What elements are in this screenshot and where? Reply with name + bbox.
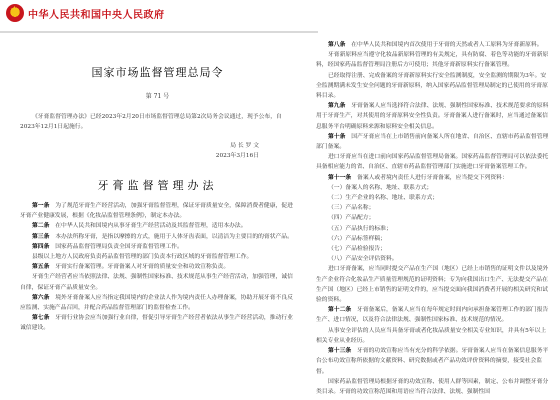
article-text: 已经取得注册、完成备案的牙膏新原料实行安全监测制度，安全监测的期限为3年。安全监测期满未发生安全问题的牙膏新原料，纳入国家药品监督管理局制定的已使用的牙膏原料目录。 bbox=[316, 72, 548, 100]
article-paragraph bbox=[20, 272, 295, 292]
header-divider bbox=[0, 31, 318, 33]
article-text: 国家药品监督管理局根据牙膏的功效宣称、使用人群等因素，制定、公布并调整牙膏分类目录。牙膏的功效宣称范围和用语应当符合法律、法规、强制性国 bbox=[316, 378, 549, 395]
site-header bbox=[0, 0, 560, 36]
article-paragraph bbox=[316, 264, 550, 305]
article-number: 第十条 bbox=[328, 133, 346, 140]
right-column bbox=[316, 40, 550, 397]
article-paragraph bbox=[20, 232, 295, 242]
article-paragraph bbox=[20, 201, 295, 221]
article-number: 第二条 bbox=[32, 223, 50, 230]
issue-date: 2023年3月16日 bbox=[215, 152, 259, 159]
article-paragraph bbox=[316, 377, 550, 397]
article-paragraph bbox=[316, 305, 550, 325]
article-paragraph bbox=[20, 293, 295, 313]
article-text: 为了规范牙膏生产经营活动，加强牙膏监督管理，保证牙膏质量安全，保障消费者健康，促进牙膏产业健康发展，根据《化妆品监督管理条例》，制定本办法。 bbox=[20, 203, 293, 220]
article-paragraph bbox=[316, 101, 550, 132]
article-text: 牙膏备案人应当选择符合法律、法规、强制性国家标准、技术规范要求的原料用于牙膏生产，对其使用的牙膏原料安全性负责。牙膏备案人进行备案时，应当通过备案信息服务平台明确原料来源和原料安全相关信息。 bbox=[316, 103, 549, 130]
article-text: 牙膏实行备案管理。牙膏备案人对牙膏的质量安全和功效宣称负责。 bbox=[55, 264, 230, 271]
article-text: 县级以上地方人民政府负责药品监督管理的部门负责本行政区域的牙膏监督管理工作。 bbox=[32, 254, 253, 261]
department-title: 国家市场监督管理总局令 bbox=[91, 66, 224, 79]
right-articles-continued bbox=[316, 264, 550, 397]
article-number: 第一条 bbox=[32, 203, 50, 210]
article-paragraph bbox=[316, 132, 550, 152]
article-paragraph bbox=[316, 152, 550, 172]
left-articles bbox=[20, 201, 295, 334]
article-paragraph bbox=[316, 173, 550, 183]
article-number: 第十二条 bbox=[328, 307, 352, 314]
article-text: 国家药品监督管理局负责全国牙膏监督管理工作。 bbox=[55, 243, 183, 250]
article-text: 从事安全评估的人员应当具备牙膏或者化妆品质量安全相关专业知识，并具有5年以上相关专业从业经历。 bbox=[316, 327, 547, 344]
article-text: 备案人或者境内责任人进行牙膏备案，应当提交下列资料： bbox=[357, 174, 508, 181]
list-item: （二）生产企业的名称、地址、联系方式； bbox=[328, 195, 439, 202]
article-text: 牙膏备案后，备案人应当在每年规定时间内向承担备案管理工作的部门报告生产、进口情况，以及符合法律法规、强制性国家标准、技术规范的情况。 bbox=[316, 307, 549, 324]
order-number: 第 71 号 bbox=[145, 93, 170, 100]
article-number: 第五条 bbox=[32, 264, 50, 271]
article-paragraph bbox=[20, 313, 295, 333]
article-number: 第十一条 bbox=[328, 174, 352, 181]
article-paragraph bbox=[20, 252, 295, 262]
article-text: 在中华人民共和国境内从事牙膏生产经营活动及其监督管理，适用本办法。 bbox=[55, 223, 247, 230]
regulation-title: 牙膏监督管理办法 bbox=[97, 179, 218, 193]
article-text: 在中华人民共和国境内首次使用于牙膏的天然或者人工原料为牙膏新原料。 bbox=[351, 42, 543, 48]
article-number: 第六条 bbox=[32, 294, 50, 301]
list-item: （一）备案人的名称、地址、联系方式； bbox=[328, 184, 433, 191]
promulgation-notice: 《牙膏监督管理办法》已经2023年2月20日市场监督管理总局第2次局务会议通过，现予公布，自2023年12月1日起施行。 bbox=[20, 114, 282, 131]
article-paragraph bbox=[316, 40, 550, 50]
list-item: （六）产品标签样稿； bbox=[328, 235, 386, 242]
left-column bbox=[20, 44, 295, 334]
article-text: 牙膏生产经营者应当依照法律、法规、强制性国家标准、技术规范从事生产经营活动，加强管理，诚信自律，保证牙膏产品质量安全。 bbox=[20, 274, 293, 291]
national-emblem-icon bbox=[6, 4, 24, 22]
article-number: 第九条 bbox=[328, 103, 346, 110]
article-text: 牙膏的功效宣称应当有充分的科学依据。牙膏备案人应当在备案信息服务平台公布功效宣称所依据的文献资料、研究数据或者产品功效评价资料的摘要，接受社会监督。 bbox=[316, 348, 549, 375]
article-text: 进口牙膏应当在进口前向国家药品监督管理局备案。国家药品监督管理局可以依法委托具备相应能力的省、自治区、直辖市药品监督管理部门实施进口牙膏备案管理工作。 bbox=[316, 154, 549, 171]
article-number: 第八条 bbox=[328, 42, 346, 48]
list-item: （三）产品名称； bbox=[328, 205, 375, 212]
article-number: 第三条 bbox=[32, 233, 50, 240]
article-number: 第七条 bbox=[32, 315, 50, 322]
article-text: 牙膏行业协会应当加强行业自律，督促引导牙膏生产经营者依法从事生产经营活动，推动行业诚信建设。 bbox=[20, 315, 293, 332]
list-item: （四）产品配方； bbox=[328, 215, 375, 222]
article-text: 本办法所称牙膏，是指以摩擦的方式，施用于人体牙齿表面，以清洁为主要目的的膏状产品。 bbox=[55, 233, 293, 240]
article-paragraph bbox=[316, 326, 550, 346]
article-text: 进口牙膏备案，应当同时提交产品在生产国（地区）已经上市销售的证明文件以及境外生产企业符合化妆品生产质量管理规范的证明资料；专为向我国出口生产、无法提交产品在生产国（地区）已经上市销售的证明文件的，应当提交面向我国消费者开展的相关研究和试验的资料。 bbox=[316, 266, 549, 304]
article-paragraph bbox=[316, 50, 550, 70]
right-articles bbox=[316, 40, 550, 183]
article-number: 第十三条 bbox=[328, 348, 352, 355]
site-title[interactable]: 中华人民共和国中央人民政府 bbox=[28, 10, 165, 21]
list-item: （七）产品检验报告； bbox=[328, 246, 386, 253]
article-paragraph bbox=[20, 242, 295, 252]
required-materials-list bbox=[316, 183, 550, 265]
article-number: 第四条 bbox=[32, 243, 50, 250]
article-paragraph bbox=[20, 221, 295, 231]
article-paragraph bbox=[316, 71, 550, 102]
list-item: （八）产品安全评估资料。 bbox=[328, 256, 398, 263]
article-text: 国产牙膏应当在上市销售前向备案人所在地省、自治区、直辖市药品监督管理部门备案。 bbox=[316, 133, 549, 151]
article-text: 境外牙膏备案人应当指定我国境内的企业法人作为境内责任人办理备案，协助开展牙膏不良反应监测、实施产品召回，并配合药品监督管理部门的监督检查工作。 bbox=[20, 294, 293, 312]
article-paragraph bbox=[20, 262, 295, 272]
signer: 局 长 罗 文 bbox=[230, 142, 259, 149]
article-text: 牙膏新原料应当遵守化妆品新原料管理的有关规定，具有防腐、着色等功能的牙膏新原料，经国家药品监督管理局注册后方可使用；其他牙膏新原料实行备案管理。 bbox=[316, 52, 549, 69]
article-paragraph bbox=[316, 346, 550, 377]
list-item: （五）产品执行的标准； bbox=[328, 225, 392, 232]
